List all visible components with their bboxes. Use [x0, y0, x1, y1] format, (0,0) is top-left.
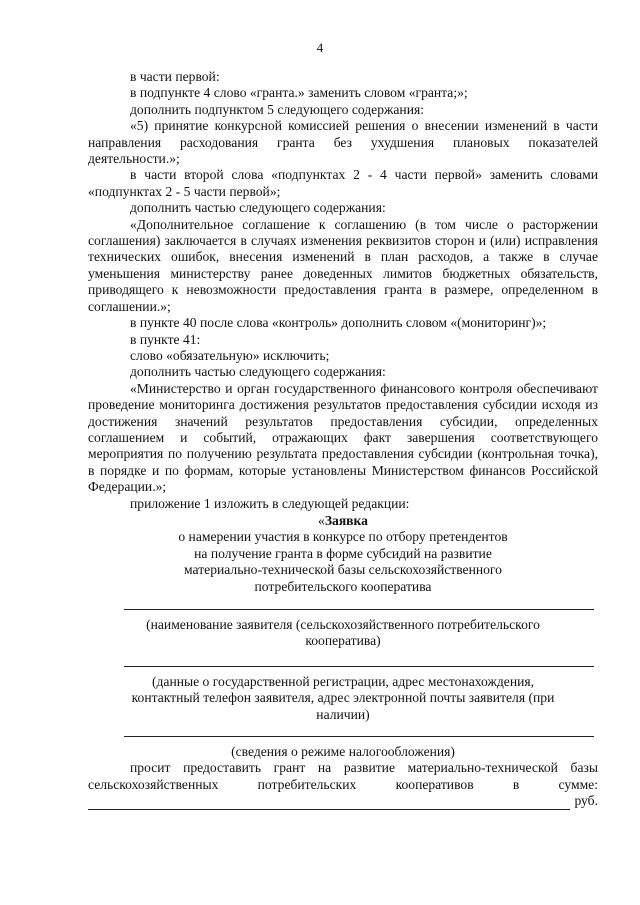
document-body: [88, 69, 598, 810]
paragraph: дополнить частью следующего содержания:: [130, 200, 386, 216]
paragraph: слово «обязательную» исключить;: [130, 347, 330, 363]
form-title-text: Заявка: [324, 512, 368, 528]
form-subtitle-line: потребительского кооператива: [254, 578, 432, 594]
grant-sum-field[interactable]: [88, 796, 570, 810]
grant-sum-row: [88, 793, 598, 809]
paragraph: в части первой:: [130, 69, 220, 84]
paragraph: приложение 1 изложить в следующей редакции:: [130, 495, 410, 511]
form-title: [88, 513, 598, 529]
request-paragraph: просит предоставить грант на развитие материально-технической базы сельскохозяйственных потребительских кооперативов в сумме:: [88, 760, 598, 792]
registration-data-caption: (данные о государственной регистрации, адрес местонахождения, контактный телефон заявителя, адрес электронной почты заявителя (при наличии): [131, 673, 555, 722]
paragraph: в подпункте 4 слово «гранта.» заменить словом «гранта;»;: [130, 85, 468, 101]
paragraph: дополнить подпунктом 5 следующего содержания:: [130, 101, 425, 117]
form-subtitle-line: материально-технической базы сельскохозяйственного: [184, 562, 502, 578]
applicant-name-caption: (наименование заявителя (сельскохозяйственного потребительского кооператива): [146, 617, 540, 649]
form-title-quote: «: [318, 512, 325, 528]
paragraph: в пункте 40 после слова «контроль» дополнить словом «(мониторинг)»;: [130, 315, 547, 331]
paragraph: в части второй слова «подпунктах 2 - 4 части первой» заменить словами «подпунктах 2 - 5 части первой»;: [88, 167, 598, 199]
paragraph: «5) принятие конкурсной комиссией решения о внесении изменений в части направления расходования гранта без ухудшения плановых показателей деятельности.»;: [88, 118, 598, 167]
form-subtitle-line: о намерении участия в конкурсе по отбору претендентов: [178, 529, 508, 545]
tax-regime-caption: (сведения о режиме налогообложения): [231, 744, 455, 760]
paragraph: «Дополнительное соглашение к соглашению (в том числе о расторжении соглашения) заключается в случаях изменения реквизитов сторон и (или) исправления технических ошибок, внесения изменений в план расходов, а также в случае уменьшения министерству ранее доведенных лимитов бюджетных обязательств, приводящего к невозможности предоставления гранта в размере, определенном в соглашении.»;: [88, 216, 598, 314]
paragraph: дополнить частью следующего содержания:: [130, 364, 386, 380]
form-header: [88, 513, 598, 595]
paragraph: в пункте 41:: [130, 331, 201, 347]
currency-label: руб.: [574, 793, 598, 809]
page-number: 4: [316, 40, 324, 55]
form-subtitle-line: на получение гранта в форме субсидий на развитие: [194, 545, 492, 561]
paragraph: «Министерство и орган государственного финансового контроля обеспечивают проведение мониторинга достижения результатов предоставления субсидии исходя из достижения значений результатов предоставления субсидии, определенных соглашением и событий, отражающих факт завершения соответствующего мероприятия по получению результата предоставления субсидии (контрольная точка), в порядке и по формам, которые установлены Министерством финансов Российской Федерации.»;: [88, 380, 598, 495]
